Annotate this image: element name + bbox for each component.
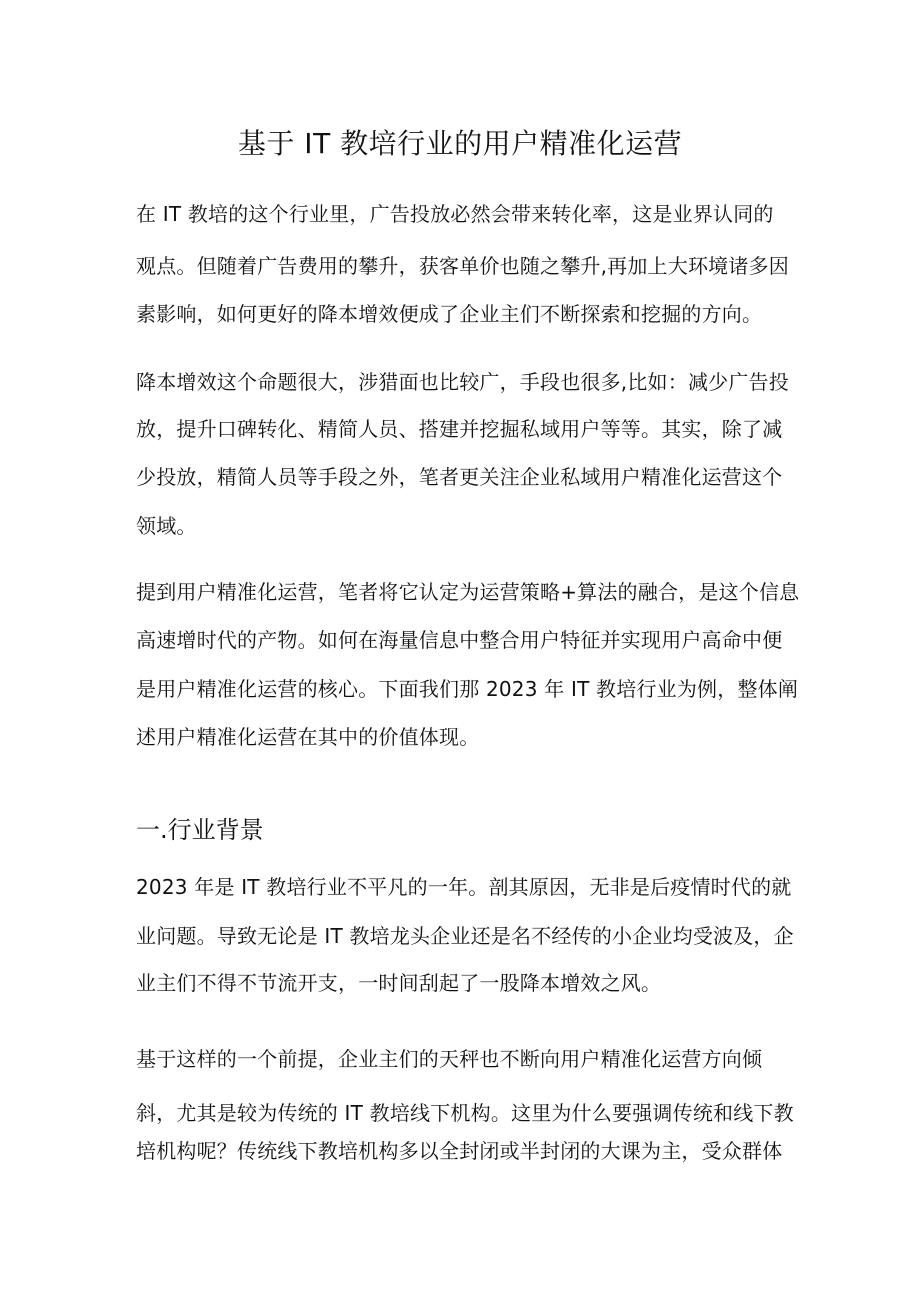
paragraph-2-line-3: 少投放，精简人员等手段之外，笔者更关注企业私域用户精准化运营这个 — [136, 465, 783, 489]
section-paragraph-1-line-2: 业问题。导致无论是 IT 教培龙头企业还是名不经传的小企业均受波及，企 — [136, 924, 794, 948]
paragraph-1-line-1: 在 IT 教培的这个行业里，广告投放必然会带来转化率，这是业界认同的 — [136, 202, 774, 226]
section-heading: 一.行业背景 — [136, 816, 264, 844]
paragraph-1-line-3: 素影响，如何更好的降本增效便成了企业主们不断探索和挖掘的方向。 — [136, 302, 763, 326]
section-paragraph-1-line-1: 2023 年是 IT 教培行业不平凡的一年。剖其原因，无非是后疫情时代的就 — [136, 875, 792, 899]
section-paragraph-2-line-2: 斜，尤其是较为传统的 IT 教培线下机构。这里为什么要强调传统和线下教 — [136, 1101, 794, 1125]
paragraph-3-line-3: 是用户精准化运营的核心。下面我们那 2023 年 IT 教培行业为例，整体阐 — [136, 677, 799, 701]
document-title: 基于 IT 教培行业的用户精准化运营 — [237, 127, 683, 160]
section-paragraph-2-line-3: 培机构呢？传统线下教培机构多以全封闭或半封闭的大课为主，受众群体 — [136, 1139, 783, 1163]
paragraph-3-line-2: 高速增时代的产物。如何在海量信息中整合用户特征并实现用户高命中便 — [136, 628, 783, 652]
paragraph-2-line-1: 降本增效这个命题很大，涉猎面也比较广，手段也很多,比如：减少广告投 — [136, 370, 789, 394]
paragraph-2-line-2: 放，提升口碑转化、精简人员、搭建并挖掘私域用户等等。其实，除了减 — [136, 417, 783, 441]
section-paragraph-1-line-3: 业主们不得不节流开支，一时间刮起了一股降本增效之风。 — [136, 971, 662, 995]
paragraph-3-line-4: 述用户精准化运营在其中的价值体现。 — [136, 725, 480, 749]
paragraph-3-line-1: 提到用户精准化运营，笔者将它认定为运营策略+算法的融合，是这个信息 — [136, 580, 800, 604]
section-paragraph-2-line-1: 基于这样的一个前提，企业主们的天秤也不断向用户精准化运营方向倾 — [136, 1047, 763, 1071]
paragraph-1-line-2: 观点。但随着广告费用的攀升，获客单价也随之攀升,再加上大环境诸多因 — [136, 254, 789, 278]
paragraph-2-line-4: 领域。 — [136, 514, 197, 538]
